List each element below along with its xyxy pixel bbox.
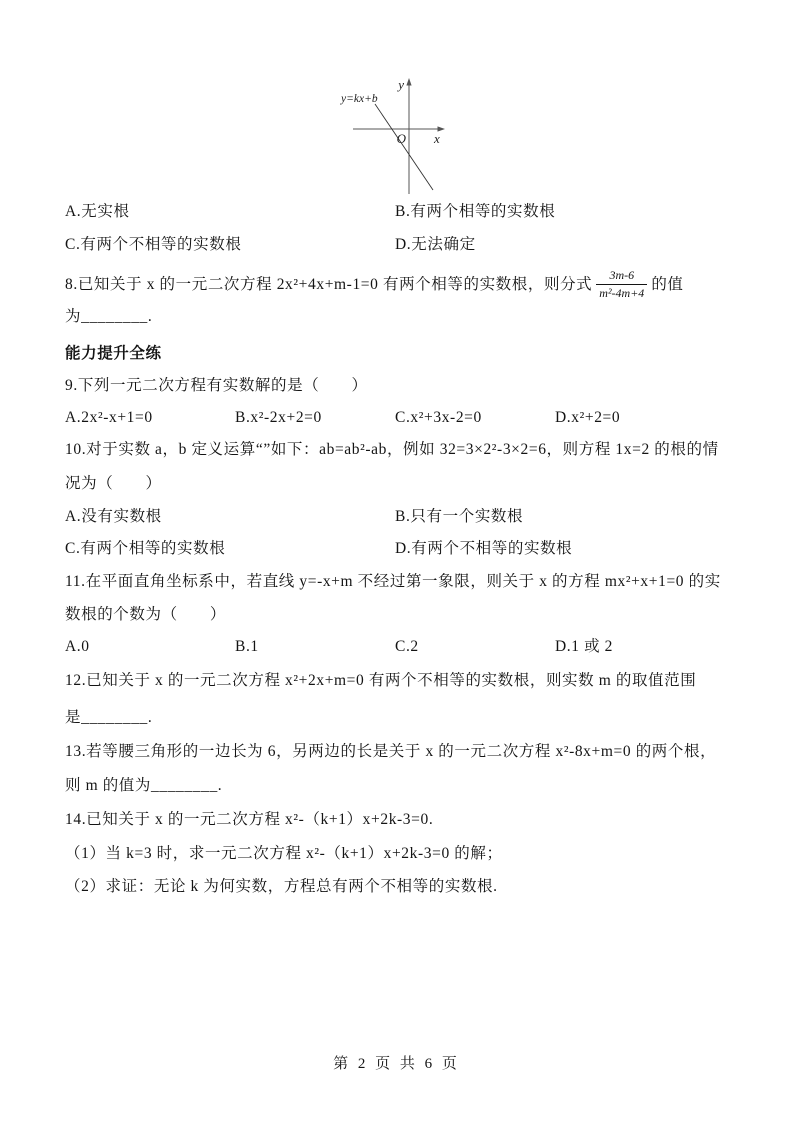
- q7-option-d: D.无法确定: [395, 236, 476, 253]
- x-axis-label: x: [434, 131, 440, 146]
- q11-option-b: B.1: [235, 638, 259, 655]
- q9-stem: 9.下列一元二次方程有实数解的是（ ）: [65, 377, 368, 394]
- q14-part-1: （1）当 k=3 时，求一元二次方程 x²-（k+1）x+2k-3=0 的解；: [65, 845, 503, 862]
- q10-stem-line-2: 况为（ ）: [65, 475, 162, 492]
- q10-option-b: B.只有一个实数根: [395, 508, 524, 525]
- q8-text-after-fraction: 的值: [651, 275, 684, 293]
- q10-option-c: C.有两个相等的实数根: [65, 540, 226, 557]
- q11-option-c: C.2: [395, 638, 419, 655]
- q14-part-2: （2）求证：无论 k 为何实数，方程总有两个不相等的实数根.: [65, 878, 498, 895]
- q11-stem-line-1: 11.在平面直角坐标系中，若直线 y=-x+m 不经过第一象限，则关于 x 的方程 mx²+x+1=0 的实: [65, 573, 721, 590]
- q10-option-a: A.没有实数根: [65, 508, 162, 525]
- q12-stem-line-1: 12.已知关于 x 的一元二次方程 x²+2x+m=0 有两个不相等的实数根，则实数 m 的取值范围: [65, 672, 697, 689]
- function-line: [375, 104, 433, 190]
- page-number-footer: 第 2 页 共 6 页: [333, 1056, 460, 1072]
- q7-option-a: A.无实根: [65, 203, 130, 220]
- q7-option-b: B.有两个相等的实数根: [395, 203, 556, 220]
- q11-stem-line-2: 数根的个数为（ ）: [65, 606, 227, 623]
- q12-answer-blank-line: 是________.: [65, 709, 153, 726]
- q13-answer-blank-line: 则 m 的值为________.: [65, 777, 223, 794]
- q8-answer-blank-line: 为________.: [65, 308, 153, 325]
- q10-option-d: D.有两个不相等的实数根: [395, 540, 573, 557]
- q9-option-d: D.x²+2=0: [555, 409, 621, 426]
- q8-fraction: [596, 268, 647, 301]
- q7-option-c: C.有两个不相等的实数根: [65, 236, 242, 253]
- q9-option-c: C.x²+3x-2=0: [395, 409, 482, 426]
- section-heading: 能力提升全练: [65, 345, 162, 362]
- linear-function-graph: [338, 76, 456, 198]
- q9-option-b: B.x²-2x+2=0: [235, 409, 322, 426]
- y-axis-arrowhead: [406, 78, 411, 86]
- q11-option-a: A.0: [65, 638, 90, 655]
- y-axis-label: y: [398, 77, 404, 92]
- q10-stem-line-1: 10.对于实数 a，b 定义运算“”如下：ab=ab²-ab，例如 32=3×2²-3×2=6，则方程 1x=2 的根的情: [65, 441, 719, 458]
- origin-label: O: [396, 131, 406, 146]
- function-line-label: y=kx+b: [341, 93, 378, 105]
- q8-fraction-denominator: m²-4m+4: [599, 286, 645, 300]
- q14-stem: 14.已知关于 x 的一元二次方程 x²-（k+1）x+2k-3=0.: [65, 811, 434, 828]
- q9-option-a: A.2x²-x+1=0: [65, 409, 153, 426]
- q13-stem-line-1: 13.若等腰三角形的一边长为 6，另两边的长是关于 x 的一元二次方程 x²-8x+m=0 的两个根，: [65, 743, 717, 760]
- q8-text-before-fraction: 8.已知关于 x 的一元二次方程 2x²+4x+m-1=0 有两个相等的实数根，则分式: [65, 275, 593, 293]
- q11-option-d: D.1 或 2: [555, 638, 614, 655]
- q8-fraction-numerator: 3m-6: [596, 268, 647, 285]
- q8-stem: [65, 268, 735, 301]
